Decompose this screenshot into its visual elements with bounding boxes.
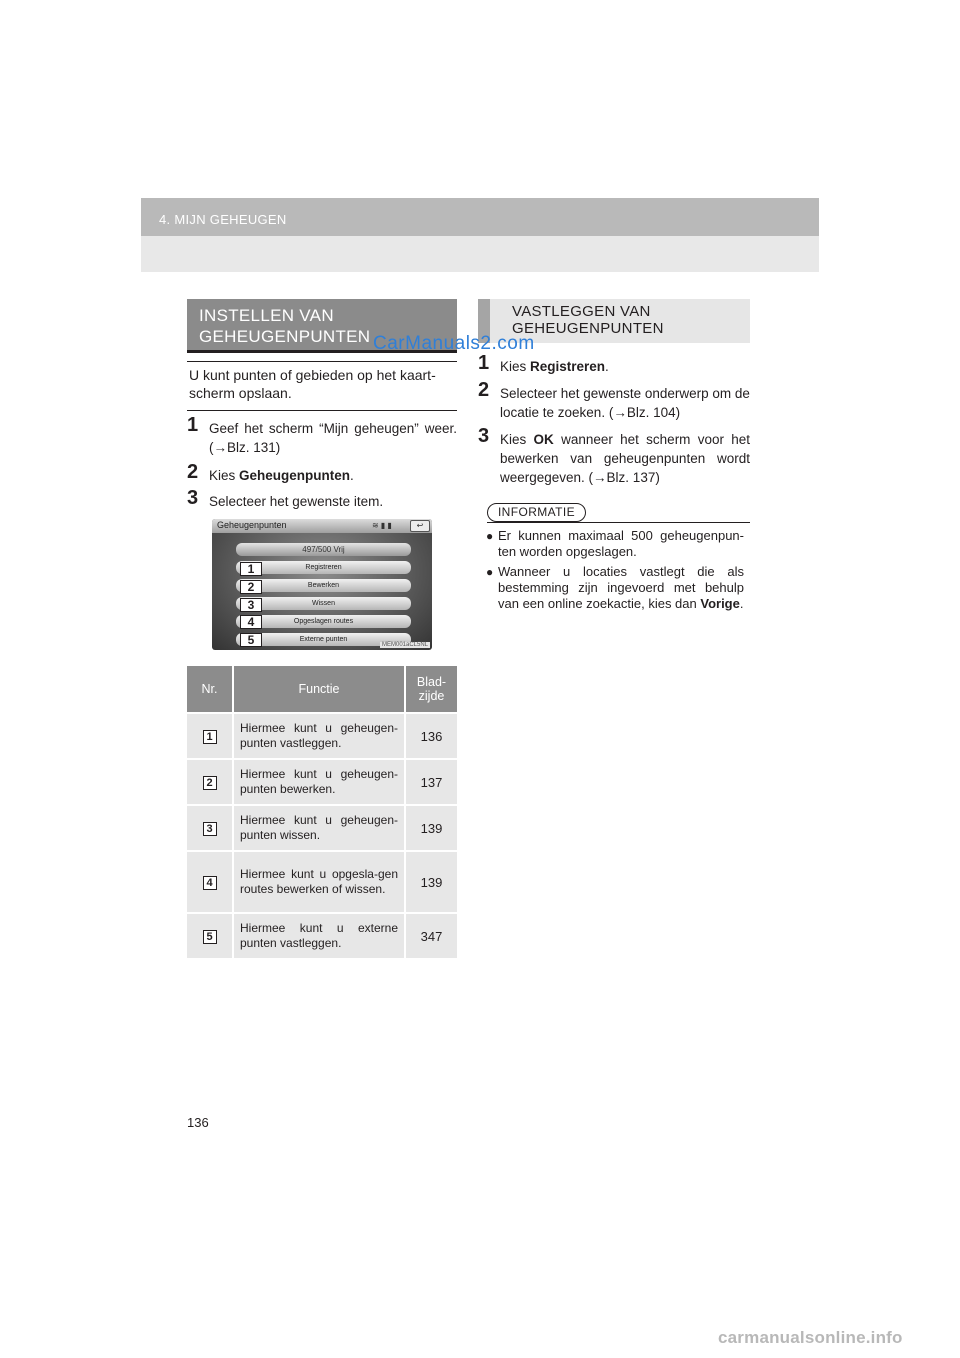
row-number-box: 3 bbox=[203, 822, 217, 836]
step-number: 1 bbox=[478, 352, 490, 374]
step-text: Geef het scherm “Mijn geheugen” weer. (→Blz. 131) bbox=[209, 421, 457, 455]
intro-text: U kunt punten of gebieden op het kaart-scherm opslaan. bbox=[187, 361, 457, 411]
informatie-label: INFORMATIE bbox=[487, 503, 586, 522]
callout-4: 4 bbox=[240, 615, 262, 629]
screen-button-registreren[interactable]: Registreren bbox=[236, 561, 411, 574]
page-number: 136 bbox=[187, 1115, 209, 1130]
chapter-header bbox=[141, 198, 819, 236]
callout-5: 5 bbox=[240, 633, 262, 647]
step-right-1 bbox=[478, 352, 750, 376]
informatie-divider bbox=[487, 522, 750, 523]
bullet-icon: ● bbox=[486, 565, 494, 579]
row-number-cell bbox=[187, 851, 233, 913]
info-text-suffix: . bbox=[739, 596, 744, 611]
row-page: 139 bbox=[405, 851, 457, 913]
table-row bbox=[187, 759, 457, 805]
info-text: Wanneer u locaties vastlegt die als bestemming zijn ingevoerd met behulp van een online zoekactie, kies dan bbox=[498, 564, 744, 611]
table-row bbox=[187, 851, 457, 913]
callout-3: 3 bbox=[240, 598, 262, 612]
back-icon[interactable]: ↩ bbox=[410, 520, 430, 532]
row-page: 137 bbox=[405, 759, 457, 805]
row-number-box: 5 bbox=[203, 930, 217, 944]
step-left-3 bbox=[187, 487, 457, 511]
row-description: Hiermee kunt u externe punten vastleggen. bbox=[233, 913, 405, 958]
step-option-geheugenpunten: Geheugenpunten bbox=[239, 468, 351, 483]
step-option-ok: OK bbox=[533, 432, 554, 447]
header-band bbox=[141, 236, 819, 272]
row-number-box: 1 bbox=[203, 730, 217, 744]
header-nr: Nr. bbox=[187, 666, 233, 713]
section-heading-line-1: INSTELLEN VAN bbox=[199, 306, 334, 325]
row-description: Hiermee kunt u geheugen-punten bewerken. bbox=[233, 759, 405, 805]
step-number: 1 bbox=[187, 414, 199, 436]
row-number-cell bbox=[187, 805, 233, 851]
row-number-box: 4 bbox=[203, 876, 217, 890]
section-heading-line-2: GEHEUGENPUNTEN bbox=[199, 327, 371, 346]
step-left-1 bbox=[187, 414, 457, 457]
table-row bbox=[187, 805, 457, 851]
step-text-suffix: . bbox=[350, 468, 354, 483]
info-item bbox=[486, 528, 744, 560]
image-code: MEM001aCL5NL bbox=[382, 642, 429, 648]
step-number: 2 bbox=[187, 461, 199, 483]
header-bladzijde-line-1: Blad- bbox=[416, 675, 447, 689]
info-item bbox=[486, 564, 744, 612]
watermark-carmanualsonline[interactable]: carmanualsonline.info bbox=[718, 1328, 903, 1347]
table-row bbox=[187, 913, 457, 958]
bullet-icon: ● bbox=[486, 529, 494, 543]
row-number-box: 2 bbox=[203, 776, 217, 790]
row-page: 139 bbox=[405, 805, 457, 851]
screen-title: Geheugenpunten bbox=[217, 520, 287, 530]
capacity-indicator: 497/500 Vrij bbox=[236, 543, 411, 556]
screen-button-opgeslagen-routes[interactable]: Opgeslagen routes bbox=[236, 615, 411, 628]
header-functie: Functie bbox=[233, 666, 405, 713]
step-text: Kies bbox=[500, 432, 534, 447]
row-description: Hiermee kunt u geheugen-punten vastleggen. bbox=[233, 713, 405, 759]
chapter-title: 4. MIJN GEHEUGEN bbox=[159, 212, 287, 227]
screen-title-bar bbox=[212, 519, 432, 533]
header-bladzijde-line-2: zijde bbox=[418, 689, 445, 703]
row-description: Hiermee kunt u geheugen-punten wissen. bbox=[233, 805, 405, 851]
step-text: Kies bbox=[500, 359, 531, 374]
info-option-vorige: Vorige bbox=[700, 596, 740, 611]
table-row bbox=[187, 713, 457, 759]
section-heading-line-1: VASTLEGGEN VAN bbox=[512, 303, 651, 320]
header-bladzijde bbox=[405, 666, 457, 713]
section-heading-line-2: GEHEUGENPUNTEN bbox=[512, 320, 664, 337]
row-page: 347 bbox=[405, 913, 457, 958]
screen-button-externe-punten[interactable]: Externe punten bbox=[236, 633, 411, 646]
screen-button-bewerken[interactable]: Bewerken bbox=[236, 579, 411, 592]
step-left-2 bbox=[187, 461, 457, 485]
step-text-suffix: . bbox=[605, 359, 609, 374]
step-right-2 bbox=[478, 379, 750, 422]
step-text: Selecteer het gewenste onderwerp om de locatie te zoeken. (→Blz. 104) bbox=[500, 386, 750, 420]
callout-1: 1 bbox=[240, 562, 262, 576]
step-number: 3 bbox=[478, 425, 490, 447]
function-table bbox=[187, 666, 457, 958]
row-number-cell bbox=[187, 713, 233, 759]
step-text: Kies bbox=[209, 468, 240, 483]
step-text: Selecteer het gewenste item. bbox=[209, 494, 384, 509]
step-text-suffix: wanneer het scherm voor het bewerken van geheugenpunten wordt weergegeven. (→Blz. 137) bbox=[500, 432, 751, 485]
watermark-carmanuals2[interactable]: CarManuals2.com bbox=[373, 333, 535, 354]
callout-2: 2 bbox=[240, 580, 262, 594]
table-header-row bbox=[187, 666, 457, 713]
signal-icon: ≋ ▮ ▮ bbox=[372, 521, 392, 530]
step-option-registreren: Registreren bbox=[530, 359, 606, 374]
info-text: Er kunnen maximaal 500 geheugenpun-ten worden opgeslagen. bbox=[498, 528, 744, 559]
step-number: 2 bbox=[478, 379, 490, 401]
screen-button-wissen[interactable]: Wissen bbox=[236, 597, 411, 610]
step-number: 3 bbox=[187, 487, 199, 509]
step-right-3 bbox=[478, 425, 751, 487]
row-number-cell bbox=[187, 759, 233, 805]
row-description: Hiermee kunt u opgesla-gen routes bewerken of wissen. bbox=[233, 851, 405, 913]
row-number-cell bbox=[187, 913, 233, 958]
row-page: 136 bbox=[405, 713, 457, 759]
